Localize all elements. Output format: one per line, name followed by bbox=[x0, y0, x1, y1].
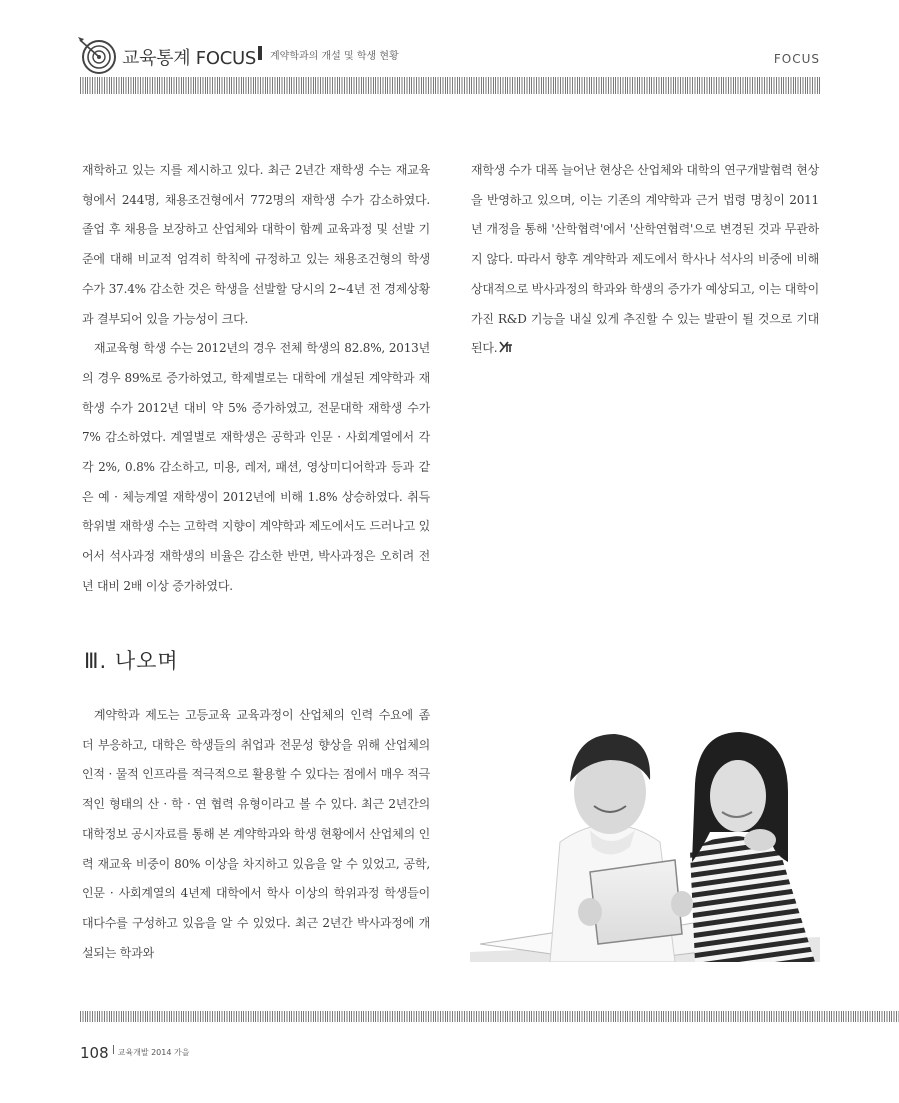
header-hatch-rule bbox=[80, 77, 820, 94]
running-title: 계약학과의 개설 및 학생 현황 bbox=[270, 51, 399, 62]
paragraph: 재학하고 있는 지를 제시하고 있다. 최근 2년간 재학생 수는 재교육형에서 244명, 채용조건형에서 772명의 재학생 수가 감소하였다. 졸업 후 채용을 보장하고 산업체와 대학이 함께 교육과정 및 선발 기준에 대해 비교적 엄격히 학칙에 규정하고 있는 채용조건형의 학생 수가 37.4% 감소한 것은 학생을 선발할 당시의 2~4년 전 경제상황과 결부되어 있을 가능성이 크다. bbox=[82, 163, 430, 326]
publication-title: 교육개발 2014 가을 bbox=[117, 1048, 190, 1057]
section-tag: FOCUS bbox=[773, 52, 820, 66]
conclusion-column bbox=[82, 701, 430, 968]
left-column bbox=[82, 156, 430, 602]
paragraph-text: 재학생 수가 대폭 늘어난 현상은 산업체와 대학의 연구개발협력 현상을 반영하고 있으며, 이는 기존의 계약학과 근거 법령 명칭이 2011년 개정을 통해 '산학협력'에서 '산학연협력'으로 변경된 것과 무관하지 않다. 따라서 향후 계약학과 제도에서 학사나 석사의 비중에 비해 상대적으로 박사과정의 학과와 학생의 증가가 예상되고, 이는 대학이 가진 R&D 기능을 내실 있게 추진할 수 있는 발판이 될 것으로 기대된다. bbox=[471, 163, 819, 356]
right-column bbox=[471, 156, 819, 364]
page-header bbox=[78, 34, 820, 74]
footer-divider bbox=[113, 1045, 114, 1054]
page-number: 108 bbox=[80, 1044, 109, 1062]
brand-title: 교육통계 FOCUS bbox=[122, 48, 256, 69]
target-logo-icon bbox=[78, 36, 118, 76]
paragraph bbox=[471, 156, 819, 364]
section-heading: Ⅲ. 나오며 bbox=[84, 649, 179, 673]
page-footer bbox=[80, 1043, 189, 1063]
paragraph: 재교육형 학생 수는 2012년의 경우 전체 학생의 82.8%, 2013년의 경우 89%로 증가하였고, 학제별로는 대학에 개설된 계약학과 재학생 수가 2012년 대비 약 5% 증가하였고, 전문대학 재학생 수가 7% 감소하였다. 계열별로 재학생은 공학과 인문 · 사회계열에서 각각 2%, 0.8% 감소하고, 미용, 레저, 패션, 영상미디어학과 등과 같은 예 · 체능계열 재학생이 2012년에 비해 1.8% 상승하였다. 취득 학위별 재학생 수는 고학력 지향이 계약학과 제도에서도 드러나고 있어서 석사과정 재학생의 비율은 감소한 반면, 박사과정은 오히려 전년 대비 2배 이상 증가하였다. bbox=[82, 341, 430, 593]
paragraph: 계약학과 제도는 고등교육 교육과정이 산업체의 인력 수요에 좀 더 부응하고, 대학은 학생들의 취업과 전문성 향상을 위해 산업체의 인적 · 물적 인프라를 적극적으로 활용할 수 있다는 점에서 매우 적극적인 형태의 산 · 학 · 연 협력 유형이라고 볼 수 있다. 최근 2년간의 대학정보 공시자료를 통해 본 계약학과와 학생 현황에서 산업체의 인력 재교육 비중이 80% 이상을 차지하고 있음을 알 수 있었고, 공학, 인문 · 사회계열의 4년제 대학에서 학사 이상의 학위과정 학생들이 대다수를 구성하고 있음을 알 수 있었다. 최근 2년간 박사과정에 개설되는 학과와 bbox=[82, 708, 430, 960]
students-photo bbox=[470, 712, 820, 962]
end-mark-icon bbox=[499, 341, 513, 353]
footer-hatch-rule bbox=[80, 1011, 899, 1022]
brand-divider bbox=[258, 46, 262, 60]
